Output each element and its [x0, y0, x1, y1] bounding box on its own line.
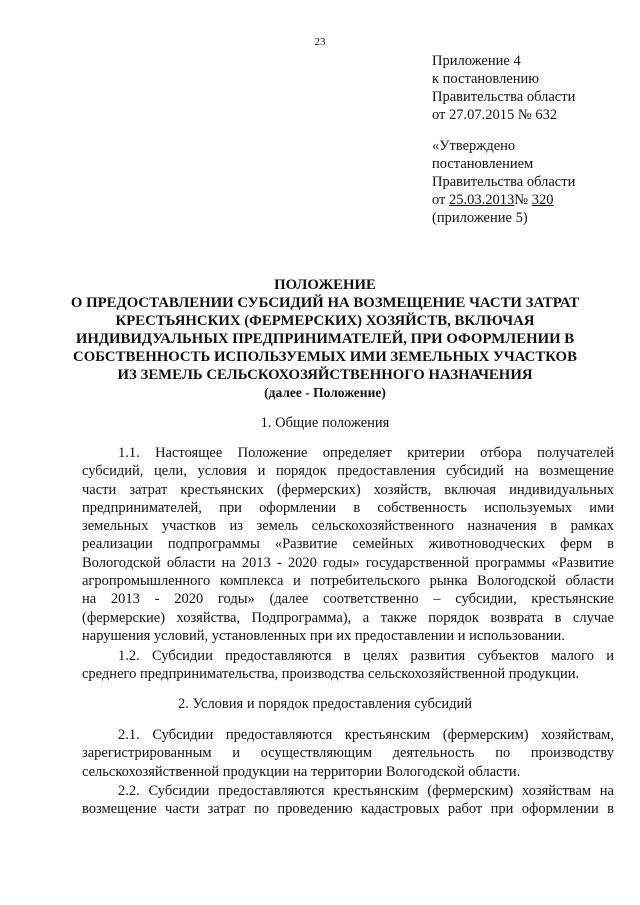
- paragraph-line: 2.2. Субсидии предоставляются крестьянским (фермерским) хозяйствам на: [118, 783, 614, 799]
- paragraph-line: зарегистрированным и осуществляющим деятельность по производству: [82, 745, 614, 762]
- section-heading-1: 1. Общие положения: [260, 415, 390, 431]
- paragraph-line: сельскохозяйственной продукции на территории Вологодской области.: [82, 763, 521, 780]
- paragraph-line: земельных участков из земель сельскохозяйственного назначения в рамках: [82, 518, 614, 535]
- approval-number: 320: [531, 192, 554, 208]
- appendix-block: [432, 52, 575, 124]
- paragraph-line: возмещение части затрат по проведению кадастровых работ при оформлении в: [82, 801, 614, 818]
- appendix-line: Правительства области: [432, 89, 576, 105]
- approval-line: Правительства области: [432, 174, 576, 190]
- paragraph-line: среднего предпринимательства, производства сельскохозяйственной продукции.: [82, 666, 580, 683]
- appendix-line: Приложение 4: [432, 53, 521, 69]
- paragraph-line: 1.2. Субсидии предоставляются в целях развития субъектов малого и: [118, 648, 614, 664]
- approval-block: [432, 137, 575, 227]
- appendix-line: от 27.07.2015 № 632: [432, 107, 558, 123]
- approval-date-line: [432, 191, 575, 209]
- paragraph-1-1: [82, 444, 614, 645]
- title-line: ИНДИВИДУАЛЬНЫХ ПРЕДПРИНИМАТЕЛЕЙ, ПРИ ОФОРМЛЕНИИ В: [75, 331, 575, 347]
- title-line: СОБСТВЕННОСТЬ ИСПОЛЬЗУЕМЫХ ИМИ ЗЕМЕЛЬНЫХ УЧАСТКОВ: [73, 349, 577, 365]
- paragraph-line: (фермерские) хозяйства, Подпрограмма), а также порядок возврата в случае: [82, 609, 614, 626]
- paragraph-line: на 2013 - 2020 годы» (далее соответственно – субсидии, крестьянские: [82, 591, 614, 608]
- paragraph-line: реализации подпрограммы «Развитие семейных животноводческих ферм в: [82, 536, 614, 553]
- section-heading-2: 2. Условия и порядок предоставления субсидий: [177, 696, 472, 712]
- title-line: ИЗ ЗЕМЕЛЬ СЕЛЬСКОХОЗЯЙСТВЕННОГО НАЗНАЧЕНИЯ: [117, 367, 533, 383]
- approval-line: (приложение 5): [432, 210, 528, 226]
- paragraph-1-2: [82, 647, 614, 684]
- paragraph-line: части затрат крестьянских (фермерских) хозяйств, включая индивидуальных: [82, 481, 614, 498]
- appendix-line: к постановлению: [432, 71, 540, 87]
- paragraph-2-2: [82, 782, 614, 819]
- title-line: ПОЛОЖЕНИЕ: [274, 277, 376, 293]
- approval-date: 25.03.2013: [449, 192, 515, 208]
- title-line: КРЕСТЬЯНСКИХ (ФЕРМЕРСКИХ) ХОЗЯЙСТВ, ВКЛЮЧАЯ: [115, 313, 535, 329]
- title-subtitle: (далее - Положение): [264, 385, 386, 400]
- paragraph-line: субсидий, цели, условия и порядок предоставления субсидий на возмещение: [82, 463, 614, 480]
- approval-from-prefix: от: [432, 192, 450, 208]
- paragraph-line: предпринимателей, при оформлении в собственность используемых ими: [82, 499, 614, 516]
- approval-line: «Утверждено: [432, 138, 516, 154]
- document-title: [40, 276, 610, 402]
- paragraph-line: агропромышленного комплекса и потребительского рынка Вологодской области: [82, 573, 614, 590]
- paragraph-2-1: [82, 726, 614, 781]
- approval-line: постановлением: [432, 156, 534, 172]
- title-line: О ПРЕДОСТАВЛЕНИИ СУБСИДИЙ НА ВОЗМЕЩЕНИЕ ЧАСТИ ЗАТРАТ: [70, 295, 580, 311]
- paragraph-line: нарушения условий, установленных при их предоставлении и использовании.: [82, 627, 565, 644]
- paragraph-line: 1.1. Настоящее Положение определяет критерии отбора получателей: [118, 445, 614, 461]
- approval-number-sign: №: [514, 192, 532, 208]
- paragraph-line: Вологодской области на 2013 - 2020 годы» государственной программы «Развитие: [82, 554, 614, 571]
- page-number: 23: [314, 36, 326, 48]
- paragraph-line: 2.1. Субсидии предоставляются крестьянским (фермерским) хозяйствам,: [118, 727, 614, 743]
